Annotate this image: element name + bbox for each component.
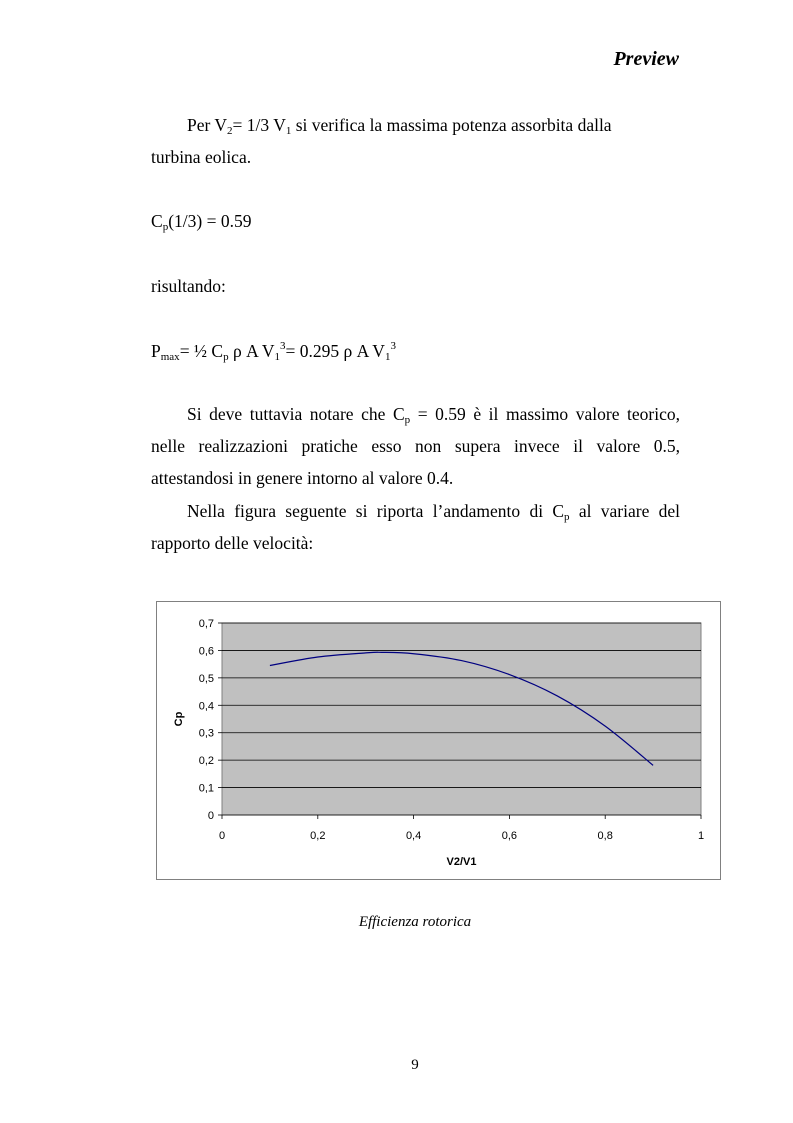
para2-line3: attestandosi in genere intorno al valore 0.4. bbox=[151, 468, 454, 488]
equation-pmax: $P_{max}=$ ½ $C_p$ ρ A $V_1^3= 0.295$ ρ A $V_1^3$ bbox=[151, 340, 396, 363]
equation-cp: $C_p(1/3) = 0.59$ bbox=[151, 211, 252, 233]
y-tick-label: 0,1 bbox=[198, 782, 214, 795]
x-tick-label: 0,2 bbox=[310, 830, 326, 842]
para2-line1: Si deve tuttavia notare che $C_p = 0.59$ è il massimo valore teorico, bbox=[187, 404, 681, 426]
y-axis-label: Cp bbox=[173, 711, 185, 727]
y-tick-label: 0,4 bbox=[198, 700, 214, 713]
y-tick-label: 0,2 bbox=[198, 755, 214, 768]
para1-line1: Per $V_2= 1/3$ $V_1$ si verifica la massima potenza assorbita dalla bbox=[187, 115, 612, 137]
chart-frame bbox=[156, 601, 721, 880]
x-tick-label: 0,8 bbox=[597, 830, 613, 842]
y-tick-label: 0,6 bbox=[198, 645, 214, 658]
x-tick-label: 0,4 bbox=[405, 830, 422, 842]
para2-line2: nelle realizzazioni pratiche esso non supera invece il valore 0.5, bbox=[151, 436, 680, 456]
plot-area bbox=[222, 623, 701, 815]
result-label: risultando: bbox=[151, 276, 226, 296]
para1-line2: turbina eolica. bbox=[151, 147, 252, 167]
x-tick-label: 0 bbox=[218, 830, 226, 842]
x-tick-label: 1 bbox=[697, 830, 705, 842]
page-number: 9 bbox=[411, 1057, 419, 1073]
y-tick-label: 0 bbox=[207, 810, 214, 822]
y-tick-label: 0,3 bbox=[198, 727, 214, 740]
para3-line2: rapporto delle velocità: bbox=[151, 533, 314, 553]
preview-label: Preview bbox=[613, 48, 679, 70]
para3-line1: Nella figura seguente si riporta l’andamento di $C_p$ al variare del bbox=[187, 501, 681, 523]
y-tick-label: 0,5 bbox=[198, 672, 214, 685]
cp-chart bbox=[157, 602, 720, 879]
y-tick-label: 0,7 bbox=[198, 618, 214, 630]
x-tick-label: 0,6 bbox=[501, 830, 518, 842]
x-axis-label: V2/V1 bbox=[446, 856, 477, 868]
figure-caption: Efficienza rotorica bbox=[358, 914, 472, 930]
